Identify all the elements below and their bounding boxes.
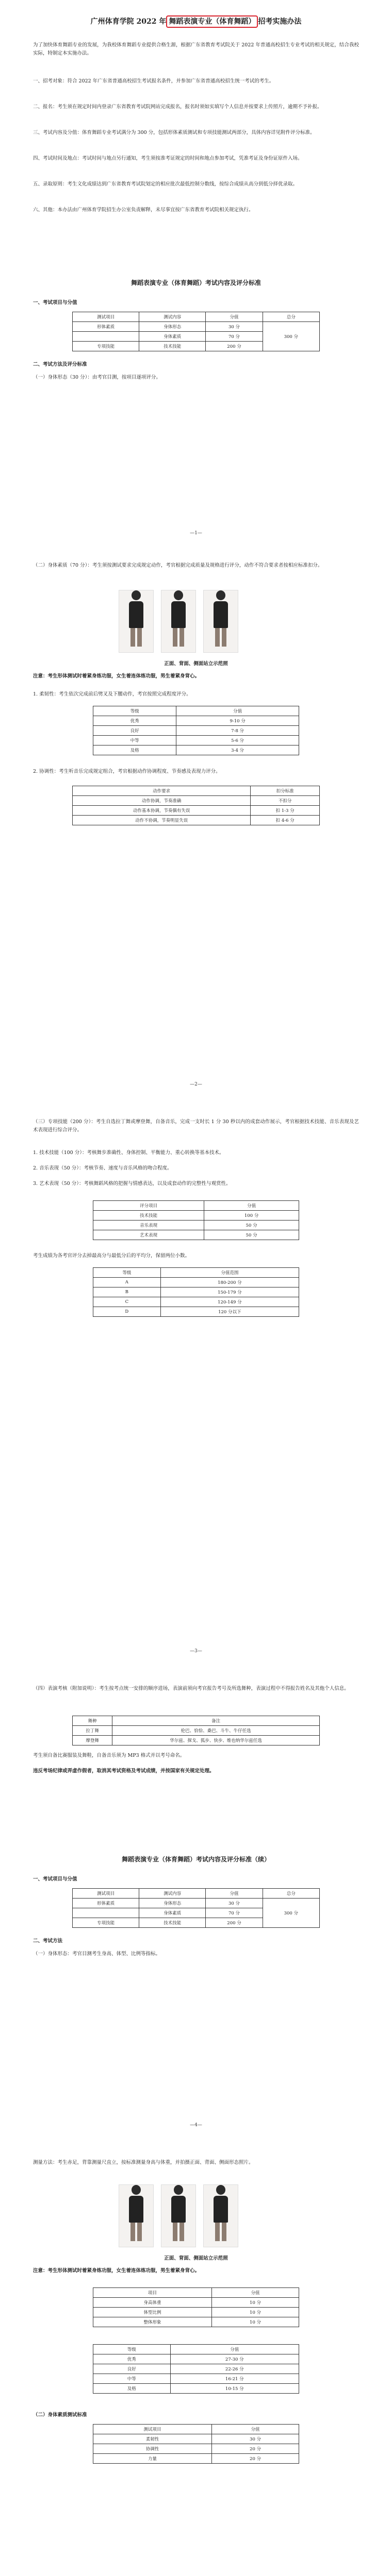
front-photo [119,590,154,653]
table-cell: 身体素质 [139,332,206,342]
table-header: 评分项目 [93,1201,204,1211]
table-cell: 120 分以下 [160,1307,299,1317]
table-cell: 3-4 分 [176,745,299,755]
table-cell: 50 分 [204,1221,299,1230]
paragraph: 3. 艺术表现（50 分）：考核舞蹈风格的把握与情感表达，以及成套动作的完整性与观赏性。 [33,1181,231,1187]
table-header: 舞种 [73,1716,112,1726]
table-cell: 50 分 [204,1230,299,1240]
paragraph: （二）身体素质（70 分）：考生须按测试要求完成规定动作，考官根据完成质量及规格进行评分，动作不符合要求者按相应标准扣分。 [33,563,323,568]
section-heading: （二）身体素质测试标准 [33,2412,87,2418]
table-header: 总分 [263,312,319,322]
table-cell: 身体形态 [139,1899,206,1908]
annex-title: 舞蹈表演专业（体育舞蹈）考试内容及评分标准 [130,279,261,286]
table-header: 分值 [176,706,299,716]
table-cell: 及格 [93,745,176,755]
table-cell: 整体形象 [93,2317,212,2327]
table-cell: 10 分 [212,2298,299,2308]
back-photo [161,590,196,653]
grade-table [93,1267,299,1317]
table-cell [73,1908,139,1918]
side-photo [203,2184,238,2247]
table-cell: C [93,1297,161,1307]
table-cell: 技术技能 [93,1211,204,1221]
table-cell: 70 分 [206,332,263,342]
table-header: 测试内容 [139,312,206,322]
table-cell: 10 分 [212,2308,299,2317]
table-cell: 中等 [93,2374,171,2384]
back-photo [161,2184,196,2247]
score-table [72,312,320,351]
paragraph: 2. 协调性：考生听音乐完成规定组合，考官根据动作协调程度、节奏感及表现力评分。 [33,769,221,774]
table-cell: 30 分 [206,322,263,332]
paragraph: 2. 音乐表现（50 分）：考核节奏、速度与音乐风格的吻合程度。 [33,1165,172,1171]
table-cell: D [93,1307,161,1317]
paragraph: 1. 技术技能（100 分）：考核舞步准确性、身体控制、平衡能力、重心转换等基本技术。 [33,1150,224,1156]
side-photo [203,590,238,653]
section-heading: 二、考试方法 [33,1938,63,1944]
table-cell: 技术技能 [139,342,206,351]
table-cell: 华尔兹、探戈、狐步、快步、维也纳华尔兹任选 [112,1736,320,1745]
page-number: —4— [190,2123,202,2128]
table-header: 分值 [212,2288,299,2298]
paragraph: 四、考试时间及地点：考试时间与地点另行通知，考生须按准考证规定的时间和地点参加考试，凭准考证及身份证原件入场。 [33,156,303,161]
table-cell: 摩登舞 [73,1736,112,1745]
paragraph: （一）身体形态：考官目测考生身高、体型、比例等指标。 [33,1951,161,1957]
table-cell: 身高体重 [93,2298,212,2308]
table-cell: 动作基本协调，节奏偶有失误 [73,806,251,816]
table-header: 测试项目 [73,312,139,322]
table-header: 测试内容 [139,1889,206,1899]
table-header: 测试项目 [93,2425,212,2434]
table-cell: 10-15 分 [170,2384,299,2394]
notice: 注意：考生形体测试时着紧身练功服，女生着连体练功服，男生着紧身背心。 [33,673,200,679]
table-cell: 柔韧性 [93,2434,212,2444]
dance-table [72,1716,320,1745]
grade-table [93,706,299,755]
table-header: 测试项目 [73,1889,139,1899]
table-header: 备注 [112,1716,320,1726]
table-cell: 120-149 分 [160,1297,299,1307]
table-header: 分值范围 [160,1268,299,1278]
table-cell: 300 分 [263,1899,319,1928]
score-table [72,1888,320,1928]
table-cell: 200 分 [206,1918,263,1928]
item-table [93,2287,299,2327]
photo-caption: 正面、背面、侧面站立示范照 [164,661,228,667]
section-heading: 一、考试项目与分值 [33,300,77,306]
document-title [33,15,359,28]
section-heading: 二、考试方法及评分标准 [33,362,87,367]
table-header: 等级 [93,706,176,716]
table-cell: 及格 [93,2384,171,2394]
paragraph: 六、其他：本办法由广州体育学院招生办公室负责解释，未尽事宜按广东省教育考试院相关规定执行。 [33,207,254,213]
table-cell: 30 分 [206,1899,263,1908]
table-header: 分值 [204,1201,299,1211]
table-cell: 5-6 分 [176,736,299,745]
demo-photos [119,590,238,653]
table-cell: 22-26 分 [170,2364,299,2374]
table-cell [73,332,139,342]
table-cell: 9-10 分 [176,716,299,726]
table-cell: 180-200 分 [160,1278,299,1287]
table-header: 分值 [206,312,263,322]
table-cell: 7-8 分 [176,726,299,736]
table-cell: 艺术表现 [93,1230,204,1240]
item-table [93,1200,299,1240]
table-cell: 30 分 [212,2434,299,2444]
paragraph: 考生成绩为各考官评分去掉最高分与最低分后的平均分，保留两位小数。 [33,1253,190,1259]
table-cell: 技术技能 [139,1918,206,1928]
table-cell: 协调性 [93,2444,212,2454]
table-cell: 20 分 [212,2444,299,2454]
paragraph: （一）身体形态（30 分）：由考官目测，按项目逐项评分。 [33,375,161,380]
paragraph: 一、招考对象：符合 2022 年广东省普通高校招生考试报名条件，并参加广东省普通高校招生统一考试的考生。 [33,78,274,84]
title-prefix: 广州体育学院 2022 年 [90,18,167,26]
paragraph: 1. 柔韧性：考生依次完成前后劈叉及下腰动作，考官按照完成程度评分。 [33,691,191,697]
table-cell: 16-21 分 [170,2374,299,2384]
paragraph: 违反考场纪律或弄虚作假者，取消其考试资格及考试成绩，并按国家有关规定处理。 [33,1768,215,1774]
paragraph: （三）专项技能（200 分）：考生自选拉丁舞或摩登舞，自备音乐，完成一支时长 1 分 30 秒以内的成套动作展示，考官根据技术技能、音乐表现及艺术表现进行综合评分。 [33,1119,359,1133]
table-cell: 中等 [93,736,176,745]
table-cell: 身体形态 [139,322,206,332]
table-cell: 27-30 分 [170,2354,299,2364]
table-cell: 音乐表现 [93,1221,204,1230]
front-photo [119,2184,154,2247]
paragraph: 测量方法：考生赤足，背靠测量尺直立，按标准测量身高与体重，并拍摄正面、背面、侧面形态照片。 [33,2160,254,2165]
page-number: —3— [190,1649,202,1654]
title-suffix: 招考实施办法 [258,18,302,26]
table-cell: 扣 4-6 分 [251,816,320,825]
paragraph: （四）表演考核（附加说明）：考生按考点统一安排的顺序进场，表演前须向考官报告考号及所选舞种，表演过程中不得报告姓名及其他个人信息。 [33,1686,349,1691]
table-cell: 150-179 分 [160,1287,299,1297]
page-number: —2— [190,1082,202,1087]
table-cell: 力量 [93,2454,212,2464]
table-header: 分值 [206,1889,263,1899]
table-cell: 动作协调，节奏准确 [73,796,251,806]
paragraph: 考生须自备比赛服装及舞鞋，自备音乐须为 MP3 格式并以考号命名。 [33,1753,185,1758]
table-cell: 专项技能 [73,342,139,351]
table-cell: 动作不协调，节奏明显失误 [73,816,251,825]
notice: 注意：考生形体测试时着紧身练功服，女生着连体练功服，男生着紧身背心。 [33,2268,200,2274]
deduction-table [72,786,320,825]
title-highlight [166,15,258,28]
table-cell: 身体素质 [139,1908,206,1918]
table-header: 分值 [212,2425,299,2434]
paragraph: 五、录取原则：考生文化成绩达到广东省教育考试院划定的相应批次最低控制分数线，按综合成绩从高分到低分择优录取。 [33,181,298,187]
table-cell: 拉丁舞 [73,1726,112,1736]
table-cell: A [93,1278,161,1287]
table-cell: 良好 [93,2364,171,2374]
table-cell: B [93,1287,161,1297]
table-header: 动作要求 [73,786,251,796]
table-cell: 20 分 [212,2454,299,2464]
table-header: 等级 [93,1268,161,1278]
fitness-table [93,2424,299,2464]
paragraph: 为了加快体育舞蹈专业的发展，为我校体育舞蹈专业提供合格生源，根据广东省教育考试院关于 2022 年普通高校招生专业考试的相关规定，结合我校实际，特制定本实施办法。 [33,42,359,56]
section-heading: 一、考试项目与分值 [33,1876,77,1882]
table-cell: 形体素质 [73,322,139,332]
table-header: 项目 [93,2288,212,2298]
table-cell: 200 分 [206,342,263,351]
table-cell: 体型比例 [93,2308,212,2317]
title-major: 舞蹈表演专业（体育舞蹈） [169,18,256,26]
table-cell: 伦巴、恰恰、桑巴、斗牛、牛仔任选 [112,1726,320,1736]
table-cell: 扣 1-3 分 [251,806,320,816]
table-header: 等级 [93,2345,171,2354]
annex-title: 舞蹈表演专业（体育舞蹈）考试内容及评分标准（续） [121,1856,270,1863]
paragraph: 二、报名：考生须在规定时间内登录广东省教育考试院网站完成报名，报名时须如实填写个人信息并按要求上传照片，逾期不予补报。 [33,104,322,110]
photo-caption: 正面、背面、侧面站立示范照 [164,2256,228,2261]
table-cell: 优秀 [93,2354,171,2364]
table-cell: 良好 [93,726,176,736]
grade-table [93,2344,299,2394]
table-cell: 100 分 [204,1211,299,1221]
table-cell: 300 分 [263,322,319,351]
table-header: 扣分标准 [251,786,320,796]
table-cell: 10 分 [212,2317,299,2327]
table-cell: 70 分 [206,1908,263,1918]
table-cell: 优秀 [93,716,176,726]
table-cell: 形体素质 [73,1899,139,1908]
page-number: —1— [190,531,202,536]
table-header: 分值 [170,2345,299,2354]
table-header: 总分 [263,1889,319,1899]
table-cell: 不扣分 [251,796,320,806]
paragraph: 三、考试内容及分值：体育舞蹈专业考试满分为 300 分，包括形体素质测试和专项技能测试两部分，具体内容详见附件评分标准。 [33,130,315,135]
demo-photos [119,2184,238,2247]
table-cell: 专项技能 [73,1918,139,1928]
